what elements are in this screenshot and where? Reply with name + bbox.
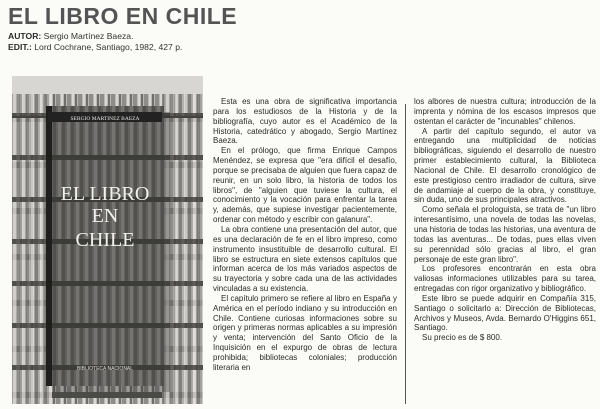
col1-paragraph: La obra contiene una presentación del autor, que es una declaración de fe en el libro impreso, como instrumento insustituible de desarrollo cultural. El libro se estructura en siete extensos capítulos que informan acerca de los más variados aspectos de su trayectoria y sobre cada una de las actividades vinculadas a su existencia.: [213, 224, 397, 294]
text-column-1: [213, 97, 397, 373]
author-value: Sergio Martínez Baeza.: [43, 31, 134, 41]
edition-line: [8, 42, 182, 52]
book-cover-photo: [12, 76, 203, 404]
col1-paragraph: El capítulo primero se refiere al libro en España y América en el período indiano y su introducción en Chile. Contiene curiosas informaciones sobre su origen y primeras normas aplicables a su impresión y venta; intervención del Santo Oficio de la Inquisición en el expurgo de obras de lectura prohibida; bibliotecas coloniales; producción literaria en: [213, 293, 397, 372]
text-column-2: [414, 97, 596, 343]
cover-title-line2: EN: [91, 205, 119, 227]
col2-paragraph: Su precio es de $ 800.: [422, 333, 503, 343]
col2-paragraph: Como señala el prologuista, se trata de "un libro interesantísimo, una novela de todas las novelas, una historia de todas las historias, una aventura de todas las aventuras... De todas, pues ellas viven su perennidad sólo gracias al libro, el gran personaje de este gran libro".: [414, 205, 596, 264]
edition-value: Lord Cochrane, Santiago, 1982, 427 p.: [34, 42, 183, 52]
cover-author-text: SERGIO MARTINEZ BAEZA: [70, 116, 140, 122]
col2-paragraph: Los profesores encontrarán en esta obra valiosas informaciones utilizables para su tarea, entregadas con rigor organizativo y bibliográfico.: [414, 264, 596, 294]
col2-paragraph: A partir del capítulo segundo, el autor va entregando una multiplicidad de noticias bibliográficas, siguiendo el desarrollo de nuestro primer establecimiento cultural, la Biblioteca Nacional de Chile. El desarrollo cronológico de este prestigioso centro irradiador de cultura, sirve de andamiaje al cuerpo de la obra, y constituye, sin duda, uno de sus principales atractivos.: [414, 126, 596, 205]
cover-title-line1: EL LIBRO: [60, 183, 150, 205]
cover-title-line3: CHILE: [75, 229, 135, 251]
author-label: AUTOR:: [8, 31, 42, 41]
col1-paragraph: En el prólogo, que firma Enrique Campos Menéndez, se expresa que "era difícil el desafío, porque se precisaba de alguien que fuera capaz de reunir, en un solo libro, la historia de todos los libros", de "alguien que tuviese la cultura, el conocimiento y la vocación para enfrentar la tarea y, además, que supiese investigar pacientemente, ordenar con método y escribir con galanura".: [213, 146, 397, 225]
article-title: EL LIBRO EN CHILE: [8, 3, 238, 29]
col2-paragraph: los albores de nuestra cultura; introducción de la imprenta y nómina de los escasos impresos que ostentan el carácter de "incunables" chilenos.: [414, 97, 596, 126]
col2-paragraph: Este libro se puede adquirir en Compañía 315, Santiago o solicitarlo a: Dirección de Bibliotecas, Archivos y Museos, Avda. Bernardo O'Higgins 651, Santiago.: [414, 293, 596, 333]
edition-label: EDIT.:: [8, 42, 32, 52]
cover-imprint: BIBLIOTECA NACIONAL: [76, 366, 134, 372]
column-divider: [405, 104, 406, 404]
author-line: [8, 31, 133, 41]
col1-paragraph: Esta es una obra de significativa importancia para los estudiosos de la Historia y de la bibliografía, cuyo autor es el Académico de la Historia, catedrático y abogado, Sergio Martínez Baeza.: [213, 97, 397, 146]
